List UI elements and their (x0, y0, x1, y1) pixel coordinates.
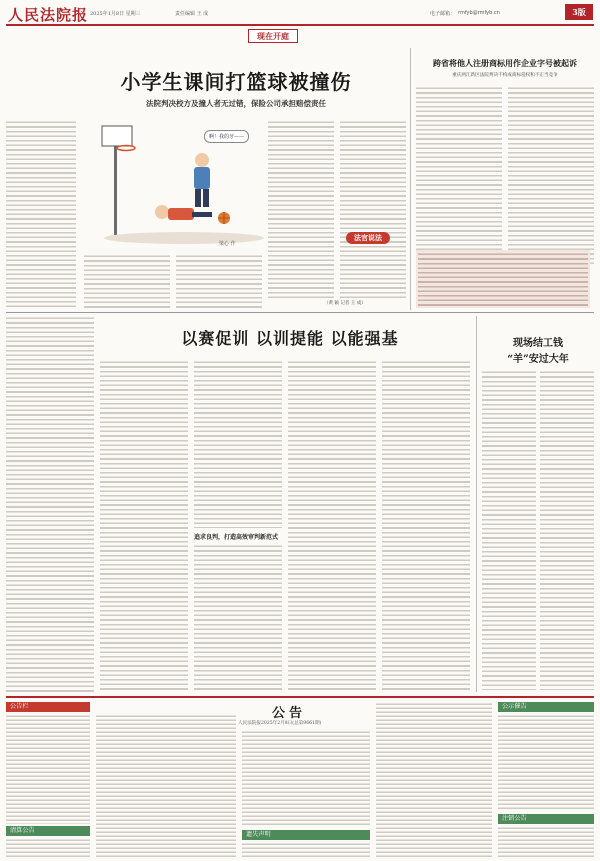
right-subheadline: “羊”安过大年 (507, 354, 569, 365)
classified-column-5 (498, 714, 594, 810)
classified-header-4: 公示催告 (498, 702, 594, 712)
main-byline: （黄 颖 记者 王 成） (324, 301, 366, 306)
middle-headline: 以赛促训 以训提能 以能强基 (181, 329, 399, 348)
illustration-basketball (84, 120, 264, 250)
classified-column-3b (242, 842, 370, 858)
email-address: rmfyb@rmfyb.cn (458, 10, 500, 16)
middle-body-column-4 (288, 360, 376, 690)
middle-body-column-3 (194, 544, 282, 690)
right-story (482, 316, 594, 692)
comment-box-text (418, 252, 588, 306)
speech-bubble: 啊！我的牙—— (204, 130, 249, 143)
notice-section (6, 700, 594, 858)
main-body-column-4 (268, 120, 334, 298)
main-subheadline: 法院判决校方及撞人者无过错，保险公司承担赔偿责任 (146, 99, 326, 108)
email-label: 电子邮箱： (430, 11, 456, 17)
main-body-column-3 (176, 254, 262, 310)
masthead (0, 0, 600, 40)
newspaper-logo: 人民法院报 (8, 6, 89, 24)
issue-date: 2025年1月8日 星期三 (90, 11, 141, 17)
main-body-column-1 (6, 120, 76, 310)
right-body-column-2 (540, 370, 594, 690)
middle-body-column-1 (100, 360, 188, 690)
middle-story (100, 316, 470, 692)
middle-section-heading: 追求良判，打造高效审判新范式 (194, 534, 279, 541)
side-headline: 跨省将他人注册商标用作企业字号被起诉 (433, 58, 577, 68)
main-headline: 小学生课间打篮球被撞伤 (120, 70, 352, 94)
right-body-column-1 (482, 370, 536, 690)
classified-column-1 (6, 714, 90, 824)
editor-credit: 责任编辑 王 成 (175, 11, 209, 17)
classified-column-3 (242, 730, 370, 826)
main-body-column-2 (84, 254, 170, 310)
comment-box-title: 法官说法 (346, 232, 390, 244)
notice-subtitle: 人民法院报2025年2月8日(总第9661期) (238, 721, 322, 726)
classified-column-1b (6, 838, 90, 858)
classified-column-2 (96, 714, 236, 858)
section-tag: 现在开庭 (248, 29, 298, 43)
middle-left-text (6, 316, 94, 692)
notice-rule (6, 696, 594, 698)
comment-box (332, 224, 594, 310)
notice-title: 公告 (272, 706, 307, 721)
column-divider-2 (476, 316, 477, 692)
side-subheadline: 重庆两江新区法院判决不构成商标侵权和不正当竞争 (452, 73, 558, 78)
classified-header-2: 清算公告 (6, 826, 90, 836)
right-headline: 现场结工钱 (513, 338, 563, 349)
middle-body-column-5 (382, 360, 470, 690)
illustrator-credit: 梁心 作 (219, 241, 236, 247)
section-rule (6, 312, 594, 313)
classified-column-5b (498, 826, 594, 858)
middle-left-column (6, 316, 94, 692)
masthead-rule (6, 24, 594, 26)
classified-header-5: 注销公告 (498, 814, 594, 824)
middle-body-column-2 (194, 360, 282, 528)
classified-header-3: 遗失声明 (242, 830, 370, 840)
page-number-badge: 3版 (565, 4, 593, 20)
classified-header-1: 公告栏 (6, 702, 90, 712)
classified-column-4 (376, 702, 492, 858)
